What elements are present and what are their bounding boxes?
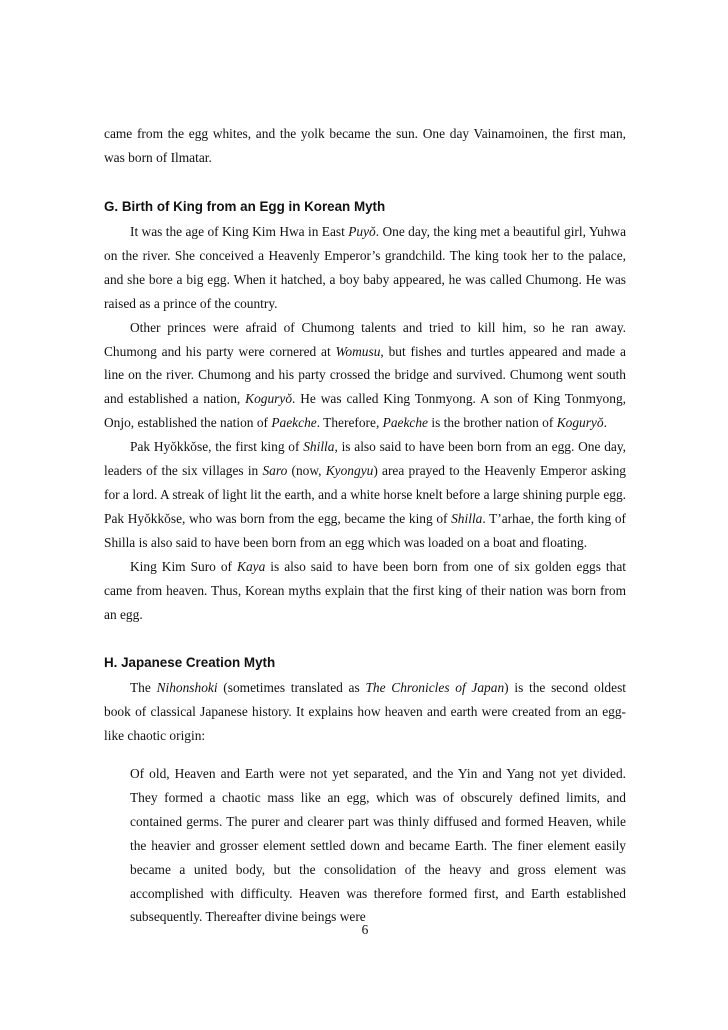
section-g-paragraph-3 [104,435,626,555]
section-g-paragraph-4 [104,555,626,627]
text-run: ) is the second oldest book of classical Japanese history. It explains how heaven and earth were created from an egg-like chaotic origin: [104,680,627,743]
text-run: , is also said to have been born from an egg. One day, leaders of the six villages in [104,439,626,479]
section-g-paragraph-1 [104,220,626,316]
text-run: King Kim Suro of [130,558,238,574]
text-run: . T’arhae, the forth king of Shilla is also said to have been born from an egg which was loaded on a boat and floating. [104,510,626,550]
text-run: Pak Hyŏkkŏse, the first king of [130,439,304,455]
section-h-paragraph-1 [104,676,626,748]
section-g [104,195,626,626]
text-run-italic: Paekche [271,415,317,431]
text-run: is also said to have been born from one of six golden eggs that came from heaven. Thus, Korean myths explain that the first king of their nation was born from an egg. [104,558,626,622]
section-h-heading: H. Japanese Creation Myth [104,655,276,670]
text-run-italic: Saro [262,463,288,479]
text-run: (now, [287,463,326,479]
text-run-italic: Kaya [237,558,266,574]
page-number: 6 [361,922,369,937]
text-run-italic: Koguryŏ [556,415,604,431]
text-run-italic: Koguryŏ [245,391,293,407]
text-run-italic: Shilla [303,439,335,455]
text-run: is the brother nation of [428,415,557,431]
text-run: . Therefore, [316,415,383,431]
section-h [104,651,626,748]
text-run-italic: Womusu [335,343,381,359]
text-run-italic: The Chronicles of Japan [365,680,505,695]
text-run: . [603,415,607,431]
quote-paragraph: Of old, Heaven and Earth were not yet separated, and the Yin and Yang not yet divided. They formed a chaotic mass like an egg, which was of obscurely defined limits, and contained germs. The purer and clearer part was thinly diffused and formed Heaven, while the heavier and grosser element settled down and became Earth. The finer element easily became a united body, but the consolidation of the heavy and gross element was accomplished with difficulty. Heaven was therefore formed first, and Earth established subsequently. Thereafter divine beings were [130,766,626,925]
text-run-italic: Kyongyu [325,463,374,479]
text-run-italic: Puyŏ [348,224,376,239]
text-run: , but fishes and turtles appeared and made a line on the river. Chumong and his party crossed the bridge and survived. Chumong went south and established a nation, [104,343,626,407]
block-quote [130,762,626,929]
text-run: It was the age of King Kim Hwa in East [130,224,349,239]
text-run: (sometimes translated as [217,680,366,695]
intro-block [104,122,626,170]
text-run-italic: Shilla [451,510,483,526]
text-run: . He was called King Tonmyong. A son of King Tonmyong, Onjo, established the nation of [104,391,626,431]
text-run-italic: Nihonshoki [156,680,218,695]
text-run: . One day, the king met a beautiful girl, Yuhwa on the river. She conceived a Heavenly Emperor’s grandchild. The king took her to the palace, and she bore a big egg. When it hatched, a boy baby appeared, he was called Chumong. He was raised as a prince of the country. [104,224,627,311]
text-run: The [130,680,157,695]
intro-paragraph: came from the egg whites, and the yolk became the sun. One day Vainamoinen, the first man, was born of Ilmatar. [104,126,626,165]
text-run: Other princes were afraid of Chumong talents and tried to kill him, so he ran away. Chumong and his party were cornered at [104,319,626,359]
text-run: ) area prayed to the Heavenly Emperor asking for a lord. A streak of light lit the earth, and a white horse knelt before a large shining purple egg. Pak Hyŏkkŏse, who was born from the egg, became the king of [104,463,626,526]
text-run-italic: Paekche [382,415,429,431]
section-g-heading: G. Birth of King from an Egg in Korean Myth [104,199,386,214]
section-g-paragraph-2 [104,316,626,436]
